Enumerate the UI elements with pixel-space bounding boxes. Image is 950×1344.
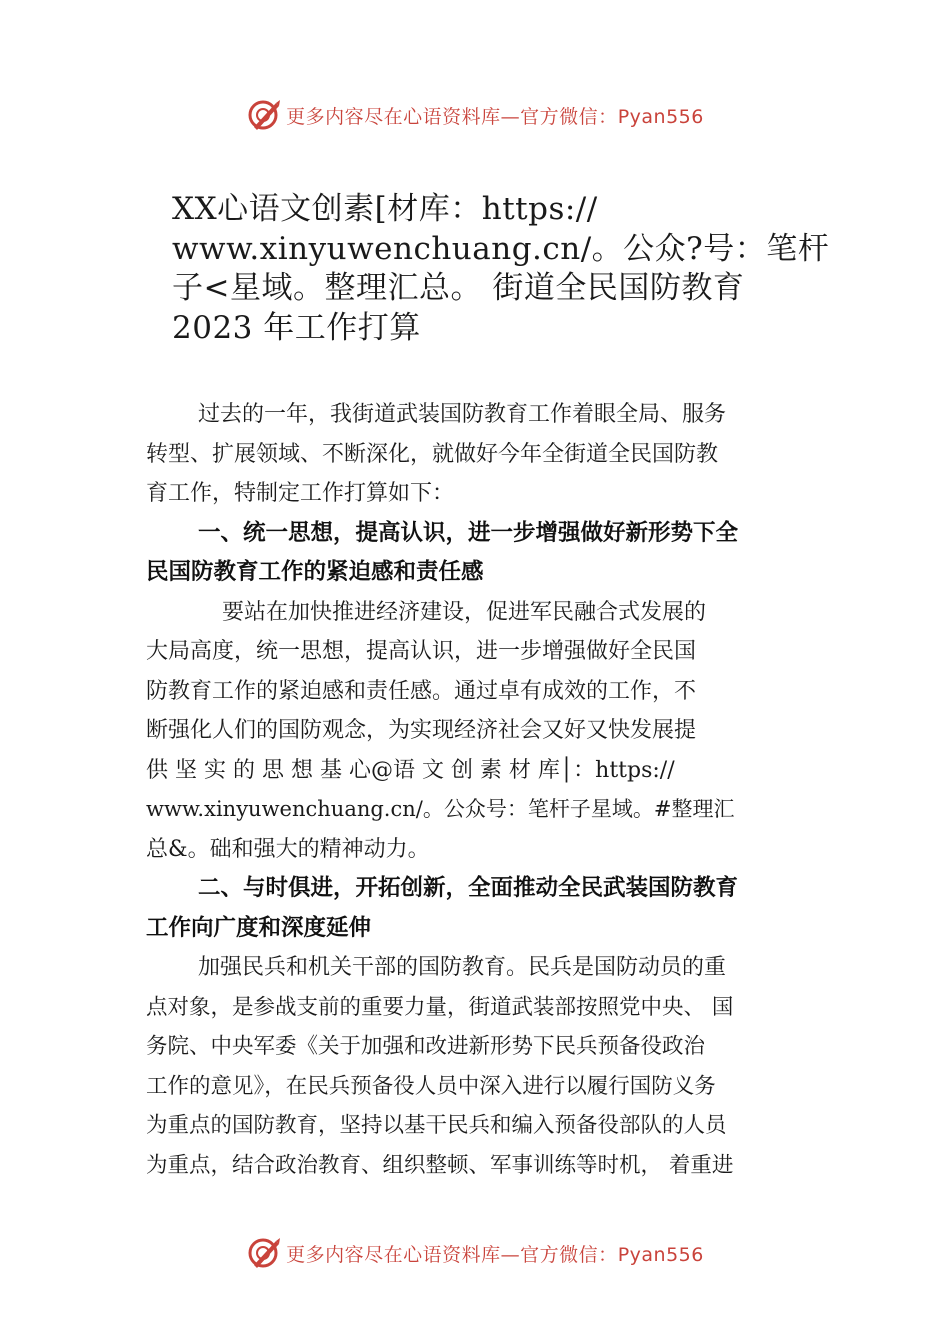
banner-text — [286, 102, 704, 129]
title-line: 子<星域。整理汇总。 街道全民国防教育 — [172, 270, 745, 306]
paragraph-line: 断强化人们的国防观念，为实现经济社会又好又快发展提 — [146, 718, 697, 743]
footer-banner — [0, 1233, 950, 1273]
banner-text — [286, 1240, 704, 1267]
paragraph-line: 转型、扩展领域、不断深化，就做好今年全街道全民国防教 — [146, 441, 719, 467]
banner-wechat-id: Pyan556 — [617, 105, 704, 128]
paragraph-line: 务院、中央军委《关于加强和改进新形势下民兵预备役政治 — [146, 1034, 706, 1059]
paragraph-line: 总&。础和强大的精神动力。 — [146, 836, 430, 862]
paragraph-line: 为重点的国防教育，坚持以基干民兵和编入预备役部队的人员 — [146, 1113, 727, 1138]
banner-wechat-label: 官方微信： — [520, 1243, 618, 1266]
header-banner — [0, 95, 950, 135]
paragraph-line: 大局高度，统一思想，提高认识，进一步增强做好全民国 — [146, 639, 697, 664]
paragraph-line: 为重点，结合政治教育、组织整顿、军事训练等时机， 着重进 — [146, 1152, 734, 1178]
section-heading-1-cont: 民国防教育工作的紧迫感和责任感 — [146, 559, 484, 585]
paragraph-line: 供 坚 实 的 思 想 基 心@语 文 创 素 材 库│：https:// — [146, 757, 675, 783]
paragraph-line: 工作的意见》，在民兵预备役人员中深入进行以履行国防义务 — [146, 1073, 716, 1099]
paragraph-line: www.xinyuwenchuang.cn/。公众号：笔杆子星域。#整理汇 — [146, 797, 735, 821]
title-line: XX心语文创素[材库：https:// — [172, 191, 598, 227]
banner-wechat-label: 官方微信： — [520, 105, 618, 128]
section-heading-2: 二、与时俱进，开拓创新，全面推动全民武装国防教育 — [198, 875, 739, 901]
document-title — [172, 190, 832, 348]
document-body — [146, 395, 816, 1185]
paragraph-line: 点对象，是参战支前的重要力量，街道武装部按照党中央、 国 — [146, 994, 734, 1020]
title-line: 2023 年工作打算 — [172, 309, 421, 346]
pen-logo-icon — [246, 1235, 282, 1271]
section-heading-1: 一、统一思想，提高认识，进一步增强做好新形势下全 — [198, 519, 739, 546]
paragraph-line: 育工作，特制定工作打算如下： — [146, 481, 455, 506]
section-heading-2-cont: 工作向广度和深度延伸 — [146, 914, 372, 941]
paragraph-line: 过去的一年，我街道武装国防教育工作着眼全局、服务 — [198, 402, 727, 427]
pen-logo-icon — [246, 97, 282, 133]
paragraph-line: 防教育工作的紧迫感和责任感。通过卓有成效的工作，不 — [146, 678, 697, 704]
banner-wechat-id: Pyan556 — [617, 1243, 704, 1266]
paragraph-line: 要站在加快推进经济建设，促进军民融合式发展的 — [222, 599, 707, 625]
banner-main-text: 更多内容尽在心语资料库— — [286, 1243, 521, 1266]
title-line: www.xinyuwenchuang.cn/。公众?号：笔杆 — [172, 230, 830, 267]
banner-main-text: 更多内容尽在心语资料库— — [286, 105, 521, 128]
paragraph-line: 加强民兵和机关干部的国防教育。民兵是国防动员的重 — [198, 955, 727, 980]
